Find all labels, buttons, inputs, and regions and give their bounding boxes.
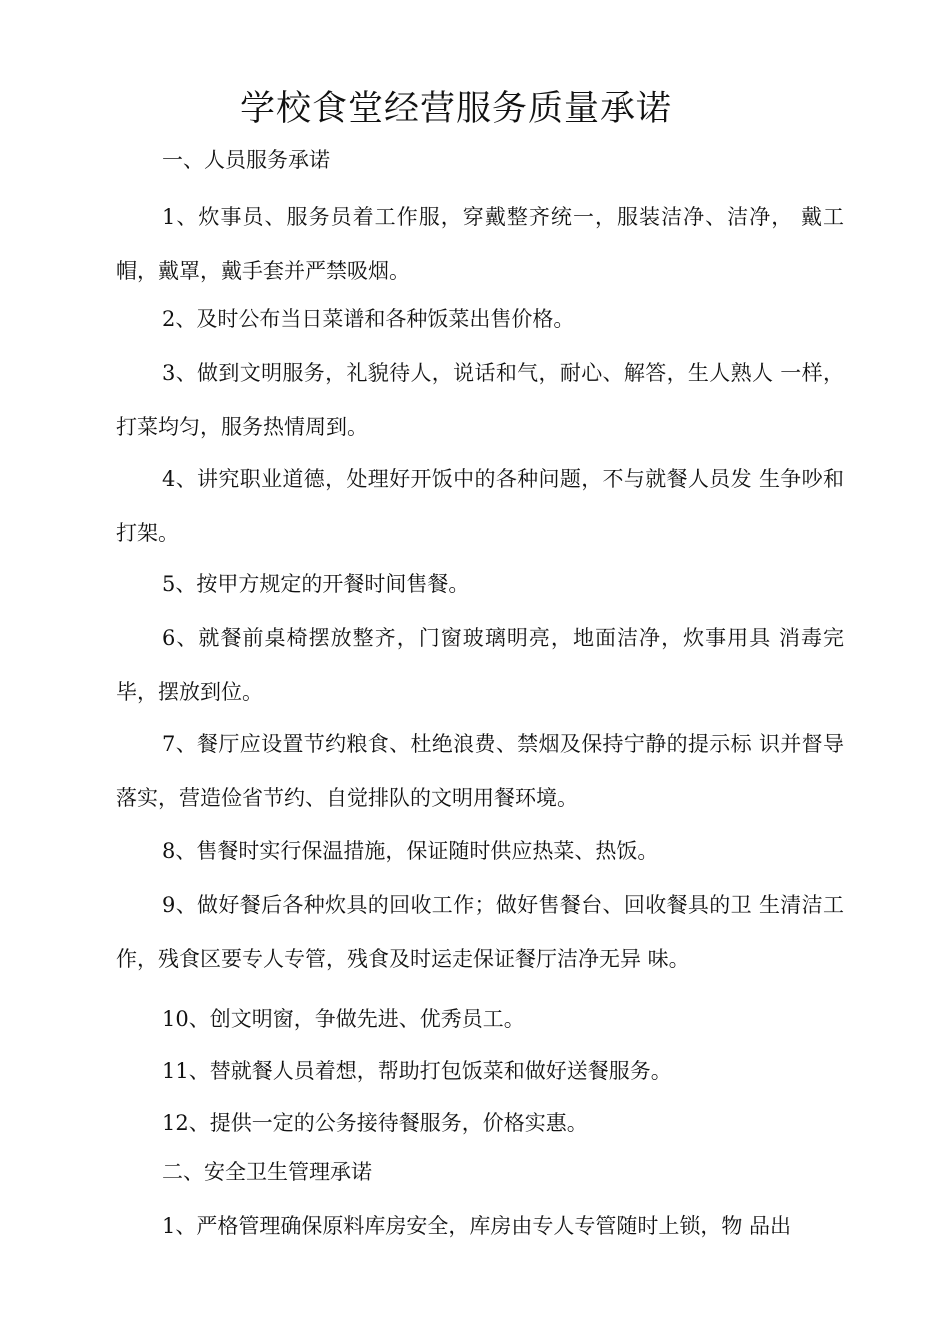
paragraph-item-2: 2、及时公布当日菜谱和各种饭菜出售价格。 (162, 307, 575, 331)
paragraph-safety-item-1: 1、严格管理确保原料库房安全，库房由专人专管随时上锁，物 品出 (162, 1214, 792, 1238)
paragraph-item-10: 10、创文明窗，争做先进、优秀员工。 (162, 1007, 525, 1031)
section-heading-personnel: 一、人员服务承诺 (162, 148, 330, 172)
document-title: 学校食堂经营服务质量承诺 (239, 89, 672, 129)
paragraph-item-1: 1、炊事员、服务员着工作服，穿戴整齐统一，服装洁净、洁净， 戴工帽，戴罩，戴手套并严禁吸烟。 (116, 205, 844, 283)
section-heading-safety: 二、安全卫生管理承诺 (162, 1160, 372, 1184)
paragraph-item-6: 6、就餐前桌椅摆放整齐，门窗玻璃明亮，地面洁净，炊事用具 消毒完毕，摆放到位。 (116, 626, 844, 704)
paragraph-item-9: 9、做好餐后各种炊具的回收工作；做好售餐台、回收餐具的卫 生清洁工作，残食区要专人专管，残食及时运走保证餐厅洁净无异 味。 (116, 893, 844, 971)
paragraph-item-5: 5、按甲方规定的开餐时间售餐。 (162, 572, 470, 596)
paragraph-item-4: 4、讲究职业道德，处理好开饭中的各种问题，不与就餐人员发 生争吵和打架。 (116, 467, 844, 545)
paragraph-item-11: 11、替就餐人员着想，帮助打包饭菜和做好送餐服务。 (162, 1059, 672, 1083)
paragraph-item-3: 3、做到文明服务，礼貌待人，说话和气，耐心、解答，生人熟人 一样，打菜均匀，服务热情周到。 (116, 361, 844, 439)
paragraph-item-7: 7、餐厅应设置节约粮食、杜绝浪费、禁烟及保持宁静的提示标 识并督导落实，营造俭省节约、自觉排队的文明用餐环境。 (116, 732, 844, 810)
paragraph-item-12: 12、提供一定的公务接待餐服务，价格实惠。 (162, 1111, 588, 1135)
paragraph-item-8: 8、售餐时实行保温措施，保证随时供应热菜、热饭。 (162, 839, 659, 863)
